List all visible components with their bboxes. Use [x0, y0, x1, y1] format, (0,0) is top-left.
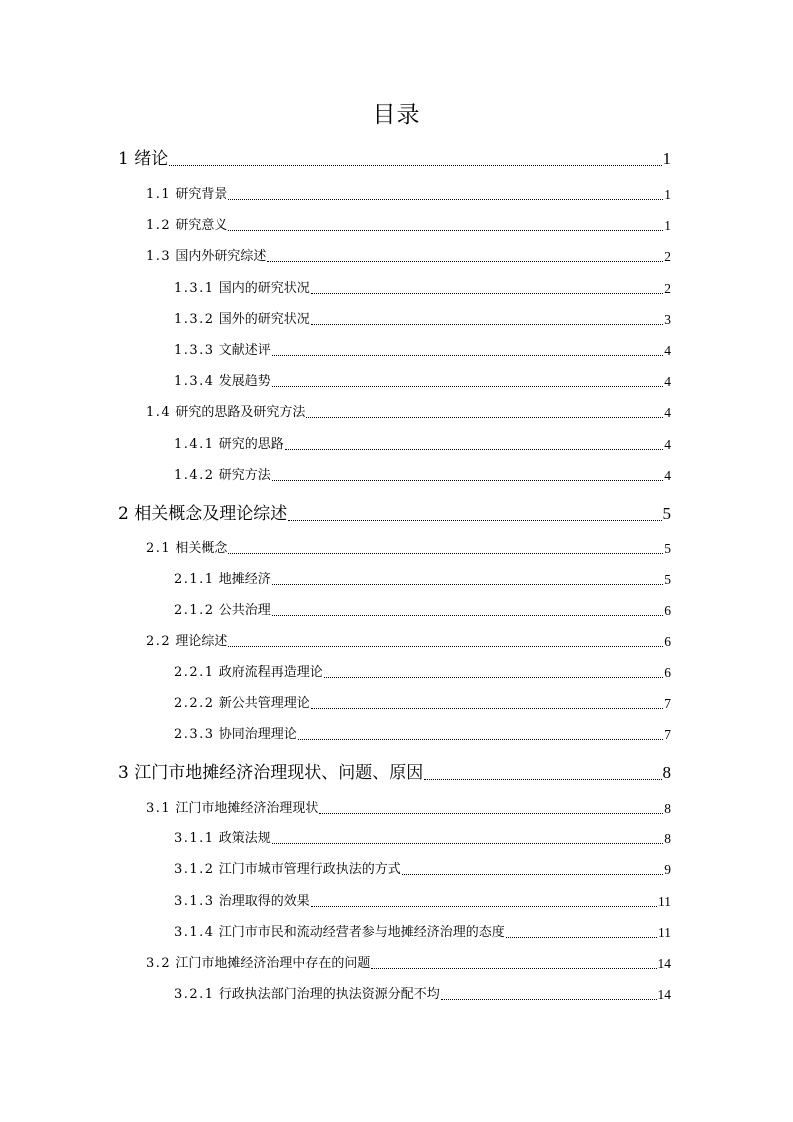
toc-entry[interactable]: [174, 861, 671, 879]
toc-entry[interactable]: [146, 248, 671, 266]
toc-entry-label: [174, 664, 323, 682]
dot-leader: [402, 874, 664, 875]
toc-entry-page: 11: [658, 894, 671, 909]
toc-entry-text: 江门市地摊经济治理现状、问题、原因: [134, 763, 424, 783]
toc-entry[interactable]: [146, 404, 671, 422]
dot-leader: [272, 843, 664, 844]
toc-entry-label: [174, 726, 297, 744]
toc-entry-page: 1: [664, 187, 671, 202]
toc-entry[interactable]: [118, 762, 671, 784]
dot-leader: [311, 293, 664, 294]
toc-entry-page: 6: [664, 634, 671, 649]
toc-entry-label: [174, 311, 310, 329]
toc-entry-number: 3: [118, 763, 129, 783]
toc-entry-number: 2.1.2: [174, 603, 215, 618]
dot-leader: [272, 386, 664, 387]
toc-entry[interactable]: [174, 924, 671, 942]
toc-entry-label: [174, 695, 310, 713]
toc-entry-text: 相关概念: [175, 541, 228, 556]
toc-entry-number: 3.1.2: [174, 862, 215, 877]
dot-leader: [441, 999, 657, 1000]
toc-entry-page: 1: [662, 149, 671, 168]
dot-leader: [285, 449, 664, 450]
toc-entry-text: 地摊经济: [218, 572, 271, 587]
toc-entry-number: 2.2.1: [174, 665, 215, 680]
dot-leader: [371, 968, 656, 969]
toc-entry[interactable]: [118, 503, 671, 525]
toc-entry-text: 研究的思路: [218, 437, 284, 452]
toc-entry-number: 2: [118, 504, 129, 524]
dot-leader: [288, 520, 661, 521]
toc-entry-text: 文献述评: [218, 343, 271, 358]
toc-entry-page: 3: [664, 312, 671, 327]
toc-entry-number: 3.2: [146, 956, 172, 971]
toc-entry-text: 研究的思路及研究方法: [175, 405, 306, 420]
toc-entry-page: 14: [657, 956, 671, 971]
toc-entry-text: 国内外研究综述: [175, 249, 267, 264]
toc-entry-number: 3.1: [146, 801, 172, 816]
toc-entry-label: [174, 373, 271, 391]
toc-entry[interactable]: [174, 602, 671, 620]
toc-entry-number: 2.1: [146, 541, 172, 556]
toc-entry-label: [174, 830, 271, 848]
toc-entry-number: 1.3.1: [174, 281, 215, 296]
toc-entry-page: 4: [664, 374, 671, 389]
toc-entry-number: 1: [118, 149, 129, 169]
toc-entry-number: 1.3.3: [174, 343, 215, 358]
dot-leader: [298, 739, 664, 740]
toc-entry-number: 2.3.3: [174, 727, 215, 742]
toc-entry-page: 4: [664, 468, 671, 483]
toc-entry-number: 1.4: [146, 405, 172, 420]
toc-entry-label: [146, 248, 266, 266]
toc-entry-text: 政府流程再造理论: [218, 665, 323, 680]
toc-entry-page: 8: [662, 763, 671, 782]
toc-entry-label: [118, 762, 423, 784]
toc-entry-number: 1.4.2: [174, 468, 215, 483]
toc-entry-number: 1.4.1: [174, 437, 215, 452]
toc-entry-label: [174, 986, 440, 1004]
toc-entry-label: [174, 861, 401, 879]
toc-entry-number: 3.1.3: [174, 894, 215, 909]
toc-entry-number: 2.2.2: [174, 696, 215, 711]
toc-entry[interactable]: [174, 726, 671, 744]
toc-entry-label: [174, 602, 271, 620]
toc-entry-text: 江门市地摊经济治理中存在的问题: [175, 956, 371, 971]
toc-entry[interactable]: [174, 893, 671, 911]
page-title: 目录: [372, 102, 421, 128]
toc-entry-label: [118, 148, 168, 170]
toc-entry[interactable]: [118, 148, 671, 170]
toc-entry[interactable]: [146, 955, 671, 973]
dot-leader: [228, 553, 663, 554]
toc-entry[interactable]: [174, 280, 671, 298]
toc-entry-label: [174, 467, 271, 485]
toc-entry-text: 发展趋势: [218, 374, 271, 389]
toc-entry[interactable]: [174, 436, 671, 454]
toc-entry-text: 公共治理: [218, 603, 271, 618]
toc-entry-page: 2: [664, 249, 671, 264]
toc-entry-text: 国内的研究状况: [218, 281, 310, 296]
toc-entry-text: 江门市城市管理行政执法的方式: [218, 862, 401, 877]
dot-leader: [306, 417, 663, 418]
toc-entry-number: 1.2: [146, 218, 172, 233]
toc-entry-text: 新公共管理理论: [218, 696, 310, 711]
toc-entry-label: [174, 280, 310, 298]
toc-entry-number: 1.3.4: [174, 374, 215, 389]
toc-entry-page: 8: [664, 831, 671, 846]
toc-entry-label: [146, 800, 318, 818]
toc-entry-page: 4: [664, 437, 671, 452]
toc-entry-text: 绪论: [134, 149, 169, 169]
dot-leader: [272, 584, 664, 585]
toc-entry-number: 3.2.1: [174, 987, 215, 1002]
toc-entry-text: 理论综述: [175, 634, 228, 649]
toc-entry[interactable]: [146, 800, 671, 818]
dot-leader: [311, 906, 657, 907]
toc-entry-label: [146, 540, 227, 558]
toc-entry-label: [118, 503, 287, 525]
toc-entry-text: 研究意义: [175, 218, 228, 233]
dot-leader: [311, 324, 664, 325]
toc-entry[interactable]: [174, 311, 671, 329]
toc-entry-page: 14: [657, 987, 671, 1002]
toc-entry-label: [174, 924, 505, 942]
toc-entry-page: 5: [662, 504, 671, 523]
toc-entry[interactable]: [174, 664, 671, 682]
toc-entry-number: 1.1: [146, 187, 172, 202]
dot-leader: [424, 779, 661, 780]
toc-entry[interactable]: [174, 830, 671, 848]
dot-leader: [324, 677, 664, 678]
toc-entry-text: 江门市地摊经济治理现状: [175, 801, 319, 816]
toc-entry-label: [146, 404, 305, 422]
dot-leader: [228, 230, 663, 231]
toc-entry[interactable]: [146, 217, 671, 235]
dot-leader: [228, 646, 663, 647]
toc-entry-label: [174, 893, 310, 911]
toc-entry-text: 研究方法: [218, 468, 271, 483]
dot-leader: [267, 261, 663, 262]
toc-entry-page: 2: [664, 281, 671, 296]
dot-leader: [506, 937, 657, 938]
dot-leader: [169, 165, 661, 166]
toc-entry[interactable]: [146, 540, 671, 558]
toc-entry-page: 7: [664, 696, 671, 711]
dot-leader: [311, 708, 664, 709]
toc-entry[interactable]: [174, 571, 671, 589]
toc-entry[interactable]: [174, 467, 671, 485]
toc-entry-label: [174, 436, 284, 454]
toc-entry-text: 相关概念及理论综述: [134, 504, 288, 524]
toc-entry-label: [146, 186, 227, 204]
toc-entry[interactable]: [174, 373, 671, 391]
toc-entry-page: 1: [664, 218, 671, 233]
toc-entry-number: 3.1.4: [174, 925, 215, 940]
toc-entry-page: 9: [664, 862, 671, 877]
toc-entry-page: 4: [664, 405, 671, 420]
toc-entry-text: 研究背景: [175, 187, 228, 202]
toc-entry-page: 6: [664, 665, 671, 680]
toc-entry[interactable]: [174, 986, 671, 1004]
toc-entry-text: 江门市市民和流动经营者参与地摊经济治理的态度: [218, 925, 505, 940]
toc-entry-number: 1.3: [146, 249, 172, 264]
dot-leader: [272, 615, 664, 616]
toc-entry-page: 6: [664, 603, 671, 618]
toc-entry-text: 政策法规: [218, 831, 271, 846]
toc-entry[interactable]: [174, 695, 671, 713]
toc-entry-number: 1.3.2: [174, 312, 215, 327]
toc-entry-label: [174, 571, 271, 589]
toc-entry-text: 协同治理理论: [218, 727, 297, 742]
toc-entry-label: [174, 342, 271, 360]
dot-leader: [272, 355, 664, 356]
toc-entry-page: 5: [664, 541, 671, 556]
toc-entry-label: [146, 633, 227, 651]
toc-entry-page: 7: [664, 727, 671, 742]
toc-entry-page: 4: [664, 343, 671, 358]
dot-leader: [272, 480, 664, 481]
toc-entry-page: 11: [658, 925, 671, 940]
dot-leader: [319, 813, 663, 814]
toc-entry[interactable]: [146, 633, 671, 651]
toc-entry-text: 国外的研究状况: [218, 312, 310, 327]
toc-entry-number: 3.1.1: [174, 831, 215, 846]
toc-entry-label: [146, 955, 370, 973]
toc-entry[interactable]: [174, 342, 671, 360]
toc-entry-text: 行政执法部门治理的执法资源分配不均: [218, 987, 440, 1002]
toc-entry-text: 治理取得的效果: [218, 894, 310, 909]
toc-entry-page: 8: [664, 801, 671, 816]
toc-entry[interactable]: [146, 186, 671, 204]
toc-entry-label: [146, 217, 227, 235]
toc-entry-page: 5: [664, 572, 671, 587]
toc-entry-number: 2.2: [146, 634, 172, 649]
toc-entry-number: 2.1.1: [174, 572, 215, 587]
dot-leader: [228, 199, 663, 200]
